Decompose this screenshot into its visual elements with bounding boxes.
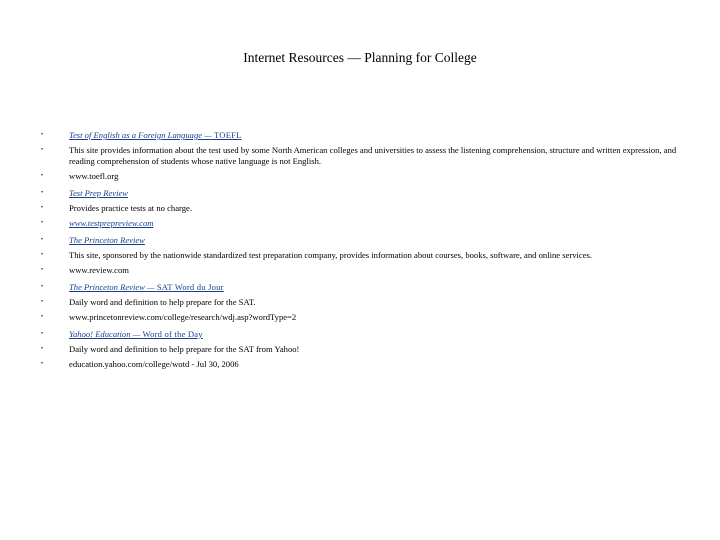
bullet-icon: •	[41, 299, 44, 305]
list-item	[41, 344, 701, 355]
bullet-icon: •	[41, 346, 44, 352]
resource-princeton	[41, 235, 701, 276]
resource-description: This site, sponsored by the nationwide standardized test preparation company, provides information about courses, books, software, and online services.	[69, 250, 593, 260]
resource-list	[41, 130, 701, 376]
resource-link-text: The Princeton Review —	[69, 282, 157, 292]
list-item	[41, 218, 701, 229]
resource-link-text-emphasis: Word of the Day	[142, 329, 203, 339]
resource-testprep	[41, 188, 701, 229]
resource-link-princeton-sat[interactable]	[69, 282, 224, 292]
resource-description: This site provides information about the test used by some North American colleges and universities to assess the listening comprehension, structure and written expression, and reading comprehension of students whose native language is not English.	[69, 145, 677, 166]
resource-link-text-emphasis: TOEFL	[214, 130, 242, 140]
resource-link-princeton[interactable]: The Princeton Review	[69, 235, 145, 245]
list-item	[41, 171, 701, 182]
resource-link-testprep[interactable]: Test Prep Review	[69, 188, 129, 198]
resource-link-toefl[interactable]	[69, 130, 242, 140]
list-item	[41, 359, 701, 370]
bullet-icon: •	[41, 205, 44, 211]
resource-princeton-sat	[41, 282, 701, 323]
list-item	[41, 250, 701, 261]
list-item	[41, 265, 701, 276]
list-item	[41, 235, 701, 246]
bullet-icon: •	[41, 361, 44, 367]
bullet-icon: •	[41, 220, 44, 226]
resource-link-text-emphasis: SAT Word du Jour	[156, 282, 224, 292]
bullet-icon: •	[41, 252, 44, 258]
list-item	[41, 145, 701, 167]
resource-url: education.yahoo.com/college/wotd - Jul 30, 2006	[69, 359, 239, 369]
resource-toefl	[41, 130, 701, 182]
list-item	[41, 130, 701, 141]
resource-description: Daily word and definition to help prepare for the SAT.	[69, 297, 256, 307]
bullet-icon: •	[41, 132, 44, 138]
resource-url-link[interactable]: www.testprepreview.com	[69, 218, 154, 228]
bullet-icon: •	[41, 147, 44, 153]
list-item	[41, 297, 701, 308]
list-item	[41, 312, 701, 323]
resource-link-text: Test of English as a Foreign Language —	[69, 130, 214, 140]
bullet-icon: •	[41, 190, 44, 196]
resource-link-text: Yahoo! Education —	[69, 329, 143, 339]
list-item	[41, 203, 701, 214]
resource-yahoo	[41, 329, 701, 370]
bullet-icon: •	[41, 314, 44, 320]
bullet-icon: •	[41, 267, 44, 273]
bullet-icon: •	[41, 331, 44, 337]
resource-description: Daily word and definition to help prepare for the SAT from Yahoo!	[69, 344, 300, 354]
bullet-icon: •	[41, 237, 44, 243]
page-title: Internet Resources — Planning for College	[243, 50, 477, 65]
list-item	[41, 282, 701, 293]
list-item	[41, 329, 701, 340]
resource-url: www.review.com	[69, 265, 129, 275]
resource-link-yahoo[interactable]	[69, 329, 203, 339]
resource-description: Provides practice tests at no charge.	[69, 203, 192, 213]
bullet-icon: •	[41, 284, 44, 290]
resource-url: www.toefl.org	[69, 171, 119, 181]
list-item	[41, 188, 701, 199]
resource-url: www.princetonreview.com/college/research/wdj.asp?wordType=2	[69, 312, 297, 322]
bullet-icon: •	[41, 173, 44, 179]
